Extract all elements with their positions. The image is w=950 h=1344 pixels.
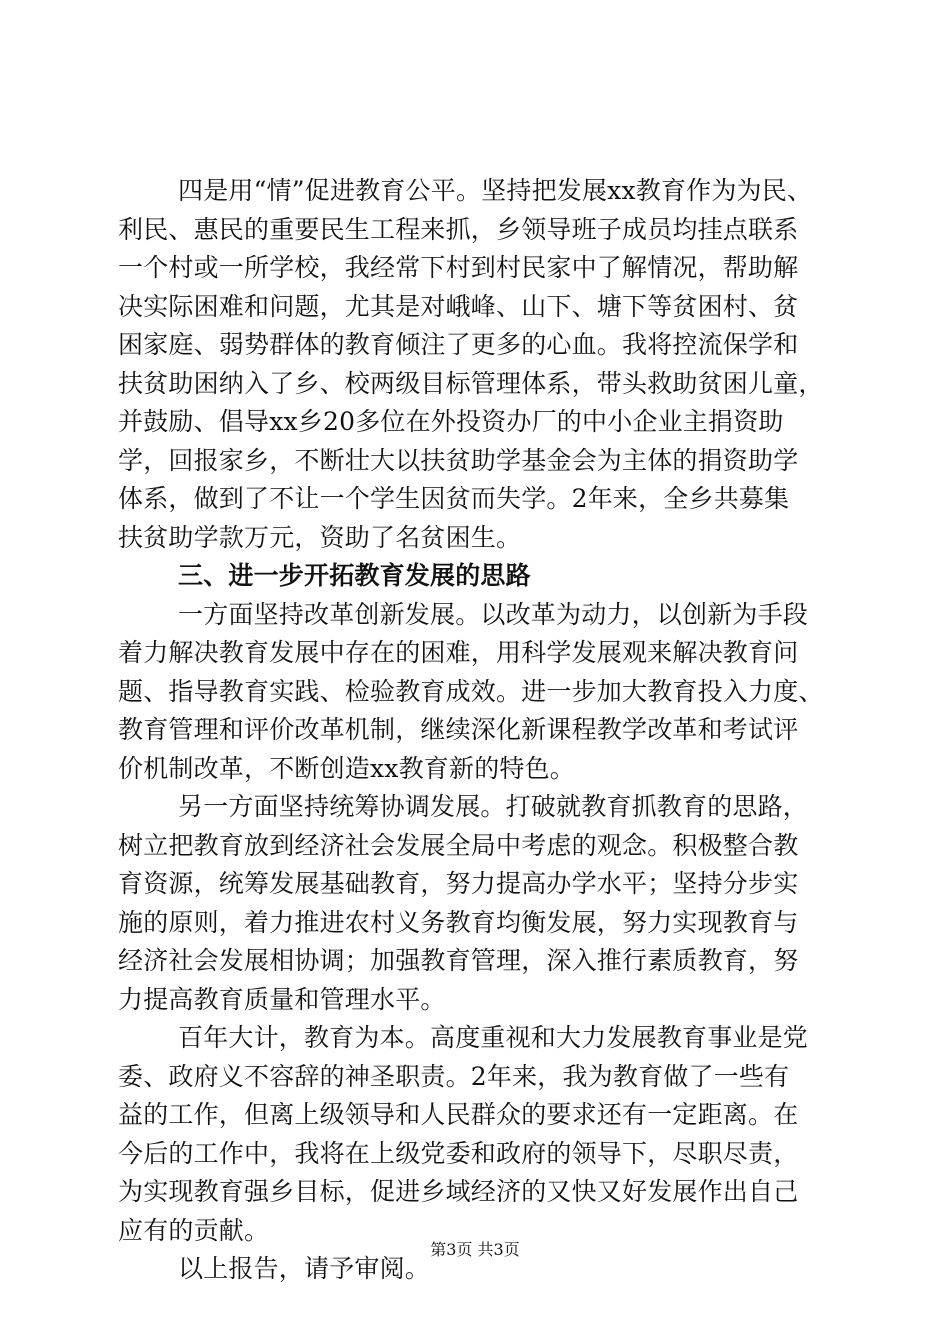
text-line: 四是用“情”促进教育公平。坚持把发展xx教育作为为民、 bbox=[178, 176, 813, 205]
text-line: 力提高教育质量和管理水平。 bbox=[118, 984, 446, 1014]
text-line: 树立把教育放到经济社会发展全局中考虑的观念。积极整合教 bbox=[118, 830, 799, 860]
text-line: 着力解决教育发展中存在的困难，用科学发展观来解决教育问 bbox=[118, 638, 799, 667]
text-line: 百年大计，教育为本。高度重视和大力发展教育事业是党 bbox=[178, 1023, 809, 1052]
text-line: 委、政府义不容辞的神圣职责。2年来，我为教育做了一些有 bbox=[118, 1061, 790, 1091]
text-line: 以上报告，请予审阅。 bbox=[178, 1254, 431, 1283]
page-footer: 第3页 共3页 bbox=[430, 1240, 520, 1259]
text-line: 一个村或一所学校，我经常下村到村民家中了解情况，帮助解 bbox=[118, 253, 799, 282]
text-line: 学，回报家乡，不断壮大以扶贫助学基金会为主体的捐资助学 bbox=[118, 445, 799, 475]
text-line: 困家庭、弱势群体的教育倾注了更多的心血。我将控流保学和 bbox=[118, 330, 799, 359]
text-line: 体系，做到了不让一个学生因贫而失学。2年来，全乡共募集 bbox=[118, 484, 790, 513]
text-line: 题、指导教育实践、检验教育成效。进一步加大教育投入力度、 bbox=[118, 676, 824, 706]
text-line: 益的工作，但离上级领导和人民群众的要求还有一定距离。在 bbox=[118, 1100, 799, 1129]
text-line: 教育管理和评价改革机制，继续深化新课程教学改革和考试评 bbox=[118, 715, 799, 744]
text-line: 今后的工作中，我将在上级党委和政府的领导下，尽职尽责， bbox=[118, 1138, 799, 1168]
text-line: 施的原则，着力推进农村义务教育均衡发展，努力实现教育与 bbox=[118, 907, 799, 937]
text-line: 经济社会发展相协调；加强教育管理，深入推行素质教育，努 bbox=[118, 946, 799, 975]
text-line: 扶贫助困纳入了乡、校两级目标管理体系，带头救助贫困儿童， bbox=[118, 368, 824, 398]
text-line: 另一方面坚持统筹协调发展。打破就教育抓教育的思路， bbox=[178, 792, 809, 821]
text-line: 一方面坚持改革创新发展。以改革为动力，以创新为手段 bbox=[178, 599, 809, 629]
section-heading: 三、进一步开拓教育发展的思路 bbox=[178, 561, 531, 590]
text-line: 为实现教育强乡目标，促进乡域经济的又快又好发展作出自己 bbox=[118, 1177, 799, 1206]
text-line: 并鼓励、倡导xx乡20多位在外投资办厂的中小企业主捐资助 bbox=[118, 407, 784, 436]
text-line: 利民、惠民的重要民生工程来抓，乡领导班子成员均挂点联系 bbox=[118, 214, 799, 244]
text-line: 应有的贡献。 bbox=[118, 1215, 270, 1245]
text-line: 扶贫助学款万元，资助了名贫困生。 bbox=[118, 522, 522, 552]
text-line: 价机制改革，不断创造xx教育新的特色。 bbox=[118, 753, 575, 783]
text-line: 育资源，统筹发展基础教育，努力提高办学水平；坚持分步实 bbox=[118, 869, 799, 898]
document-body bbox=[118, 172, 842, 1289]
text-line: 决实际困难和问题，尤其是对峨峰、山下、塘下等贫困村、贫 bbox=[118, 291, 799, 321]
